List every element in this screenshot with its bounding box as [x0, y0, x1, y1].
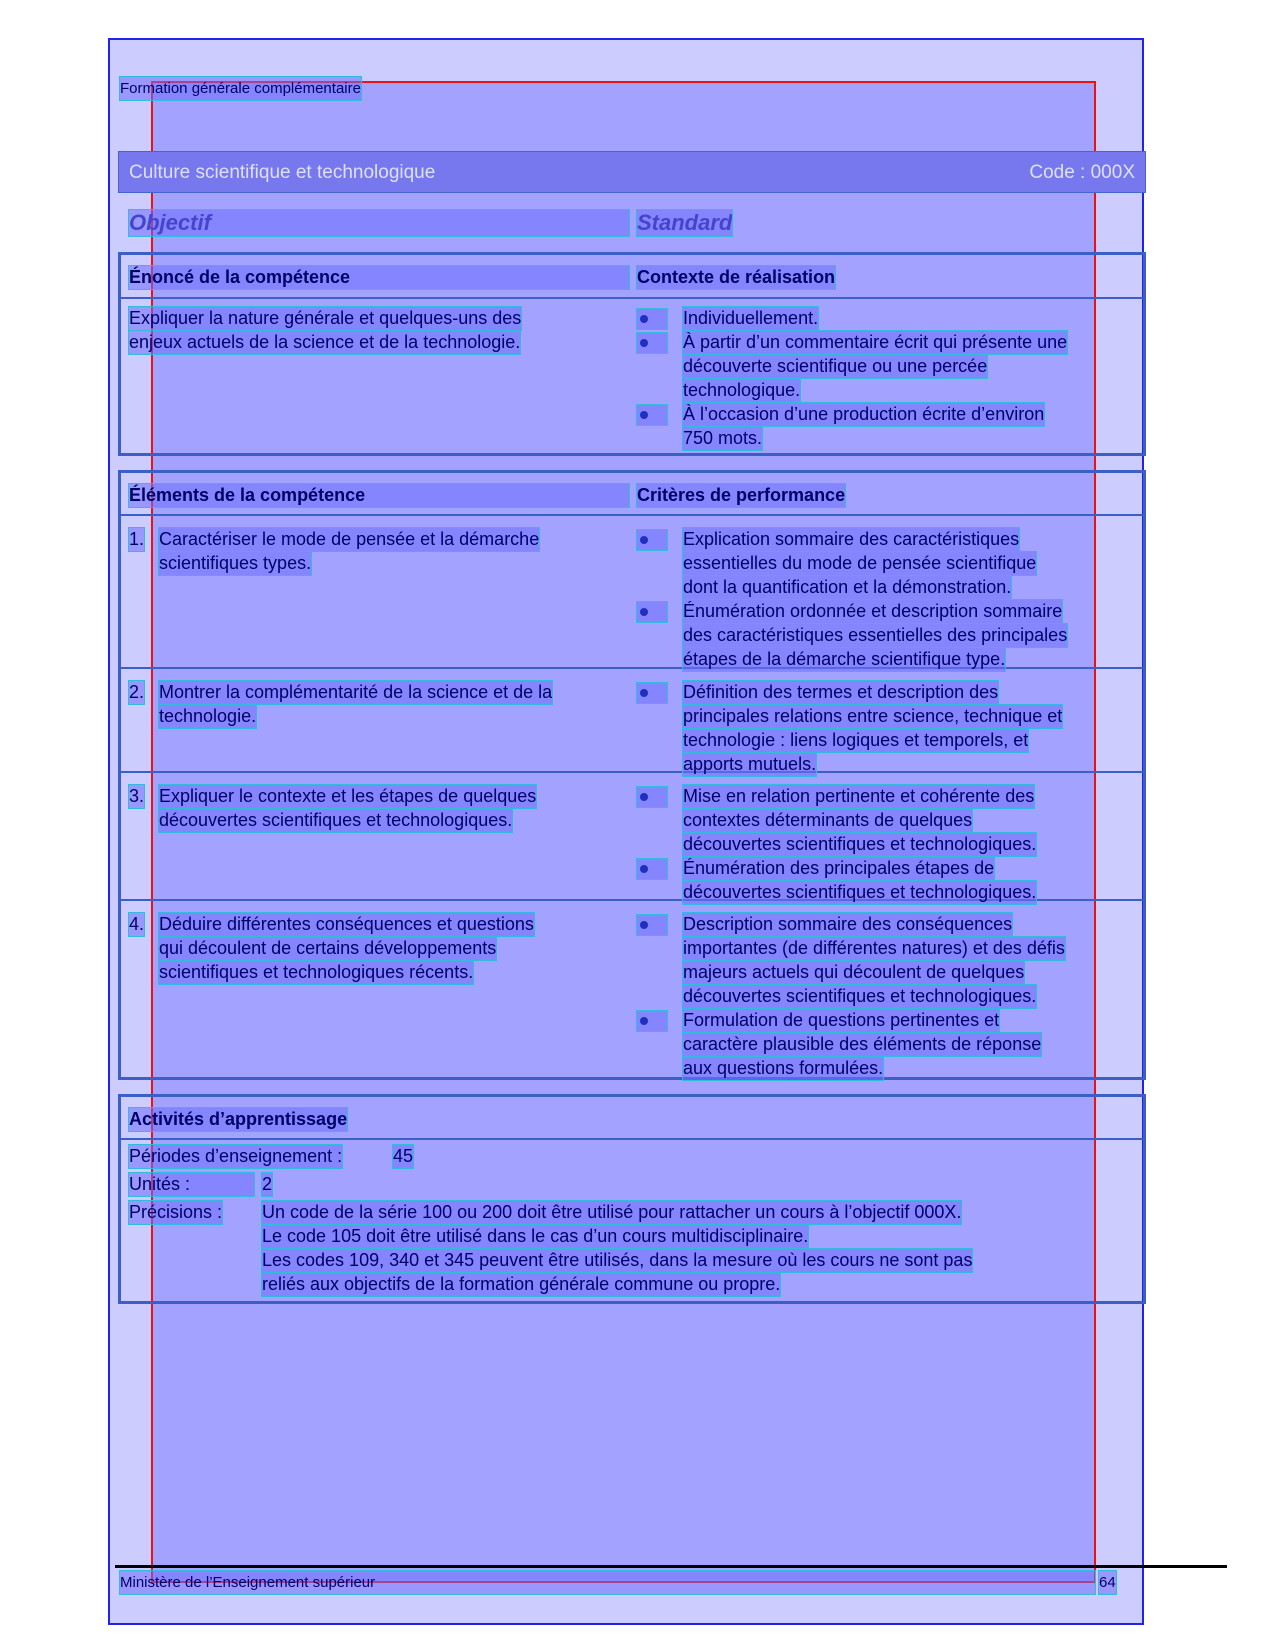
bullet-icon: [637, 859, 667, 879]
criterion-line: étapes de la démarche scientifique type.: [683, 649, 1006, 669]
element-line: Expliquer le contexte et les étapes de quelques: [159, 786, 537, 806]
criterion-line: technologie : liens logiques et temporels, et: [683, 730, 1029, 750]
criterion-line: des caractéristiques essentielles des principales: [683, 625, 1068, 645]
activities-divider: [118, 1138, 1146, 1140]
context-item-line: technologique.: [683, 380, 801, 400]
bullet-icon: [637, 915, 667, 935]
precision-line: Un code de la série 100 ou 200 doit être utilisé pour rattacher un cours à l’objectif 000X.: [262, 1202, 962, 1222]
units-value: 2: [262, 1174, 273, 1194]
element-line: scientifiques types.: [159, 553, 312, 573]
units-label: Unités :: [129, 1173, 254, 1196]
criterion-line: Mise en relation pertinente et cohérente des: [683, 786, 1035, 806]
precision-line: reliés aux objectifs de la formation générale commune ou propre.: [262, 1274, 781, 1294]
bullet-icon: [637, 333, 667, 353]
statement-line: enjeux actuels de la science et de la technologie.: [129, 332, 521, 352]
element-number: 1.: [129, 529, 145, 549]
criterion-line: aux questions formulées.: [683, 1058, 884, 1078]
bullet-icon: [637, 1011, 667, 1031]
statement-heading: Énoncé de la compétence: [129, 266, 629, 289]
statement-line: Expliquer la nature générale et quelques-uns des: [129, 308, 522, 328]
footer-rule: [115, 1565, 1227, 1568]
criterion-line: Description sommaire des conséquences: [683, 914, 1013, 934]
context-item-line: 750 mots.: [683, 428, 763, 448]
objective-label: Objectif: [129, 210, 629, 236]
criterion-line: Énumération des principales étapes de: [683, 858, 995, 878]
precision-line: Le code 105 doit être utilisé dans le cas d’un cours multidisciplinaire.: [262, 1226, 809, 1246]
running-header: Formation générale complémentaire: [120, 77, 361, 100]
context-heading: Contexte de réalisation: [637, 267, 836, 287]
criterion-line: caractère plausible des éléments de réponse: [683, 1034, 1042, 1054]
bullet-icon: [637, 530, 667, 550]
criterion-line: Formulation de questions pertinentes et: [683, 1010, 1000, 1030]
elements-divider: [118, 514, 1146, 516]
element-line: Déduire différentes conséquences et questions: [159, 914, 534, 934]
row-divider: [118, 771, 1146, 773]
criterion-line: majeurs actuels qui découlent de quelques: [683, 962, 1025, 982]
criterion-line: principales relations entre science, technique et: [683, 706, 1063, 726]
bullet-icon: [637, 683, 667, 703]
element-number: 2.: [129, 682, 145, 702]
element-line: Montrer la complémentarité de la science et de la: [159, 682, 553, 702]
element-number: 3.: [129, 786, 145, 806]
criterion-line: dont la quantification et la démonstration.: [683, 577, 1012, 597]
activities-title: Activités d’apprentissage: [129, 1109, 348, 1129]
element-line: qui découlent de certains développements: [159, 938, 497, 958]
element-line: technologie.: [159, 706, 257, 726]
page-number: 64: [1099, 1571, 1116, 1594]
section-header-bar: [118, 151, 1146, 193]
periods-label: Périodes d’enseignement :: [129, 1146, 343, 1166]
standard-label: Standard: [637, 210, 733, 235]
context-item-line: À partir d’un commentaire écrit qui présente une: [683, 332, 1068, 352]
section-code: Code : 000X: [1029, 162, 1135, 183]
criterion-line: Énumération ordonnée et description sommaire: [683, 601, 1063, 621]
footer-ministry: Ministère de l’Enseignement supérieur: [120, 1571, 1095, 1594]
elements-heading: Éléments de la compétence: [129, 484, 629, 507]
context-item-line: Individuellement.: [683, 308, 819, 328]
criterion-line: apports mutuels.: [683, 754, 817, 774]
section-title: Culture scientifique et technologique: [129, 162, 436, 183]
criterion-line: Définition des termes et description des: [683, 682, 999, 702]
element-number: 4.: [129, 914, 145, 934]
bullet-icon: [637, 602, 667, 622]
element-line: Caractériser le mode de pensée et la démarche: [159, 529, 540, 549]
element-line: découvertes scientifiques et technologiques.: [159, 810, 513, 830]
bullet-icon: [637, 309, 667, 329]
criterion-line: importantes (de différentes natures) et des défis: [683, 938, 1065, 958]
precisions-label: Précisions :: [129, 1202, 223, 1222]
bullet-icon: [637, 787, 667, 807]
bullet-icon: [637, 405, 667, 425]
criteria-heading: Critères de performance: [637, 485, 846, 505]
precision-line: Les codes 109, 340 et 345 peuvent être utilisés, dans la mesure où les cours ne sont pas: [262, 1250, 973, 1270]
criterion-line: découvertes scientifiques et technologiques.: [683, 882, 1037, 902]
criterion-line: Explication sommaire des caractéristiques: [683, 529, 1020, 549]
criterion-line: essentielles du mode de pensée scientifique: [683, 553, 1037, 573]
criterion-line: découvertes scientifiques et technologiques.: [683, 986, 1037, 1006]
context-item-line: À l’occasion d’une production écrite d’environ: [683, 404, 1045, 424]
criterion-line: découvertes scientifiques et technologiques.: [683, 834, 1037, 854]
periods-value: 45: [393, 1146, 414, 1166]
element-line: scientifiques et technologiques récents.: [159, 962, 474, 982]
competence-divider: [118, 297, 1146, 299]
context-item-line: découverte scientifique ou une percée: [683, 356, 988, 376]
criterion-line: contextes déterminants de quelques: [683, 810, 973, 830]
